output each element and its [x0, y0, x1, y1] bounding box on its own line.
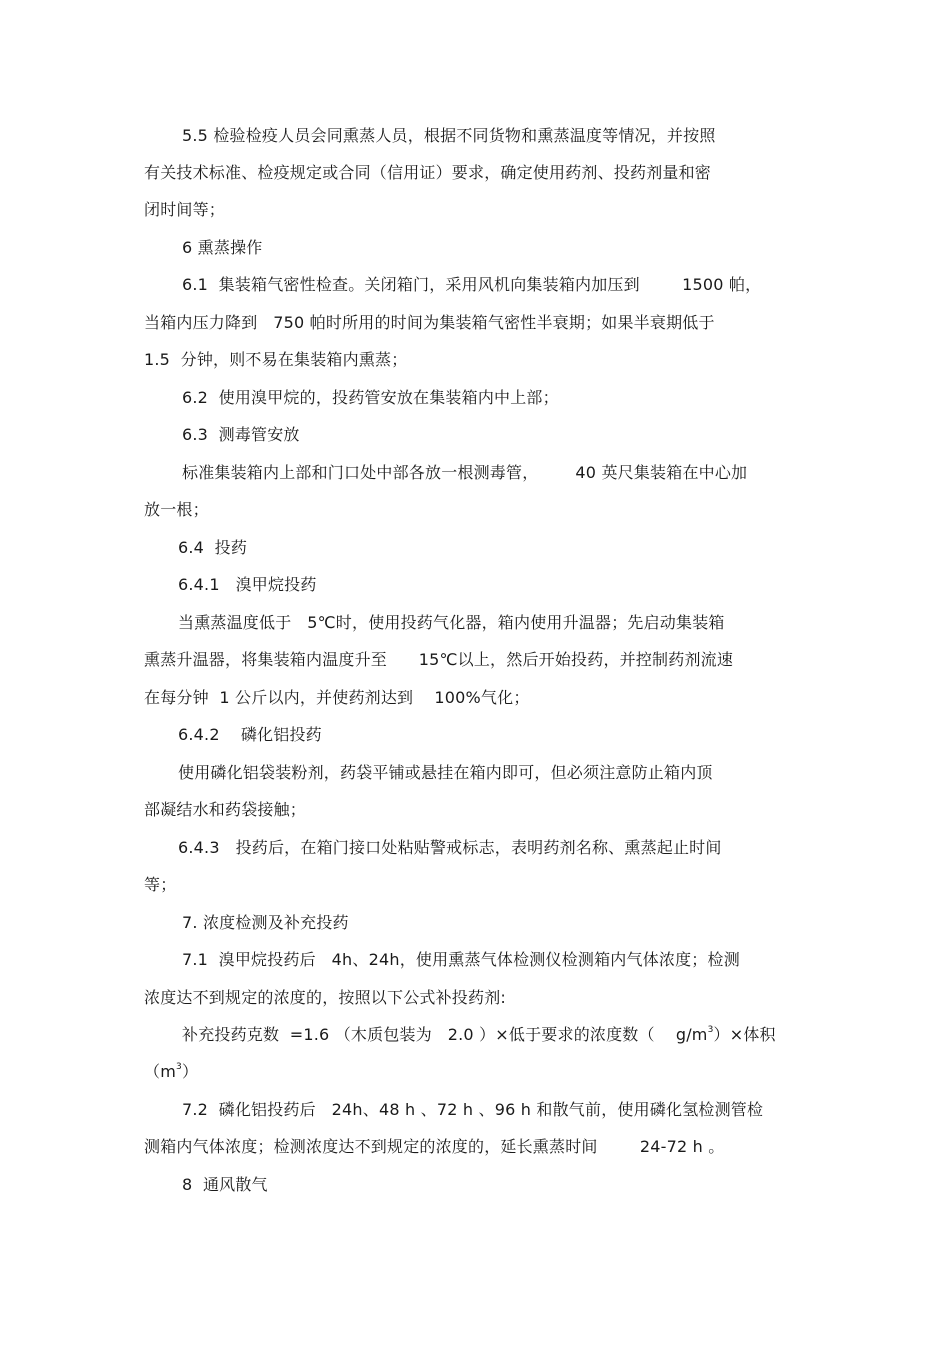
formula-continuation	[144, 1061, 198, 1083]
para-6-4-3-line-2: 等；	[144, 875, 177, 894]
formula-exponent: 3	[707, 1025, 714, 1035]
heading-6-4-2: 6.4.2 磷化铝投药	[178, 725, 322, 744]
section-8-heading: 8 通风散气	[182, 1175, 268, 1194]
heading-6-3: 6.3 测毒管安放	[182, 425, 300, 444]
para-6-4-2-line-2: 部凝结水和药袋接触；	[144, 800, 307, 819]
para-6-2: 6.2 使用溴甲烷的，投药管安放在集装箱内中上部；	[182, 388, 559, 407]
heading-6-4-1: 6.4.1 溴甲烷投药	[178, 575, 317, 594]
para-5-5-line-1: 5.5 检验检疫人员会同熏蒸人员，根据不同货物和熏蒸温度等情况，并按照	[182, 126, 716, 145]
para-5-5-line-3: 闭时间等；	[144, 200, 226, 219]
heading-6-4: 6.4 投药	[178, 538, 248, 557]
formula-cont: （m	[144, 1062, 176, 1081]
para-7-2-line-2: 测箱内气体浓度；检测浓度达不到规定的浓度的，延长熏蒸时间 24-72 h 。	[144, 1137, 725, 1156]
para-6-4-3-line-1: 6.4.3 投药后，在箱门接口处粘贴警戒标志，表明药剂名称、熏蒸起止时间	[178, 838, 722, 857]
para-6-3-line-2: 放一根；	[144, 500, 209, 519]
formula-exponent-2: 3	[176, 1062, 182, 1072]
formula-tail: ）×体积	[713, 1025, 776, 1044]
para-7-1-line-1: 7.1 溴甲烷投药后 4h、24h，使用熏蒸气体检测仪检测箱内气体浓度；检测	[182, 950, 740, 969]
para-6-1-line-3: 1.5 分钟，则不易在集装箱内熏蒸；	[144, 350, 408, 369]
section-7-heading: 7. 浓度检测及补充投药	[182, 913, 349, 932]
para-6-4-1-line-3: 在每分钟 1 公斤以内，并使药剂达到 100%气化；	[144, 688, 530, 707]
para-6-4-2-line-1: 使用磷化铝袋装粉剂，药袋平铺或悬挂在箱内即可，但必须注意防止箱内顶	[178, 763, 713, 782]
para-6-4-1-line-1: 当熏蒸温度低于 5℃时，使用投药气化器，箱内使用升温器；先启动集装箱	[178, 613, 725, 632]
para-6-1-line-2: 当箱内压力降到 750 帕时所用的时间为集装箱气密性半衰期；如果半衰期低于	[144, 313, 715, 332]
para-6-1-line-1: 6.1 集装箱气密性检查。关闭箱门，采用风机向集装箱内加压到 1500 帕，	[182, 275, 762, 294]
para-5-5-line-2: 有关技术标准、检疫规定或合同（信用证）要求，确定使用药剂、投药剂量和密	[144, 163, 712, 182]
para-7-2-line-1: 7.2 磷化铝投药后 24h、48 h 、72 h 、96 h 和散气前，使用磷化氢检测管检	[182, 1100, 764, 1119]
para-6-4-1-line-2: 熏蒸升温器，将集装箱内温度升至 15℃以上，然后开始投药，并控制药剂流速	[144, 650, 734, 669]
formula-line	[182, 1024, 776, 1046]
para-7-1-line-2: 浓度达不到规定的浓度的，按照以下公式补投药剂:	[144, 988, 506, 1007]
formula-main: 补充投药克数 =1.6 （木质包装为 2.0 ）×低于要求的浓度数（ g/m	[182, 1025, 708, 1044]
formula-close: ）	[181, 1062, 199, 1081]
para-6-3-line-1: 标准集装箱内上部和门口处中部各放一根测毒管， 40 英尺集装箱在中心加	[182, 463, 748, 482]
section-6-heading: 6 熏蒸操作	[182, 238, 263, 257]
